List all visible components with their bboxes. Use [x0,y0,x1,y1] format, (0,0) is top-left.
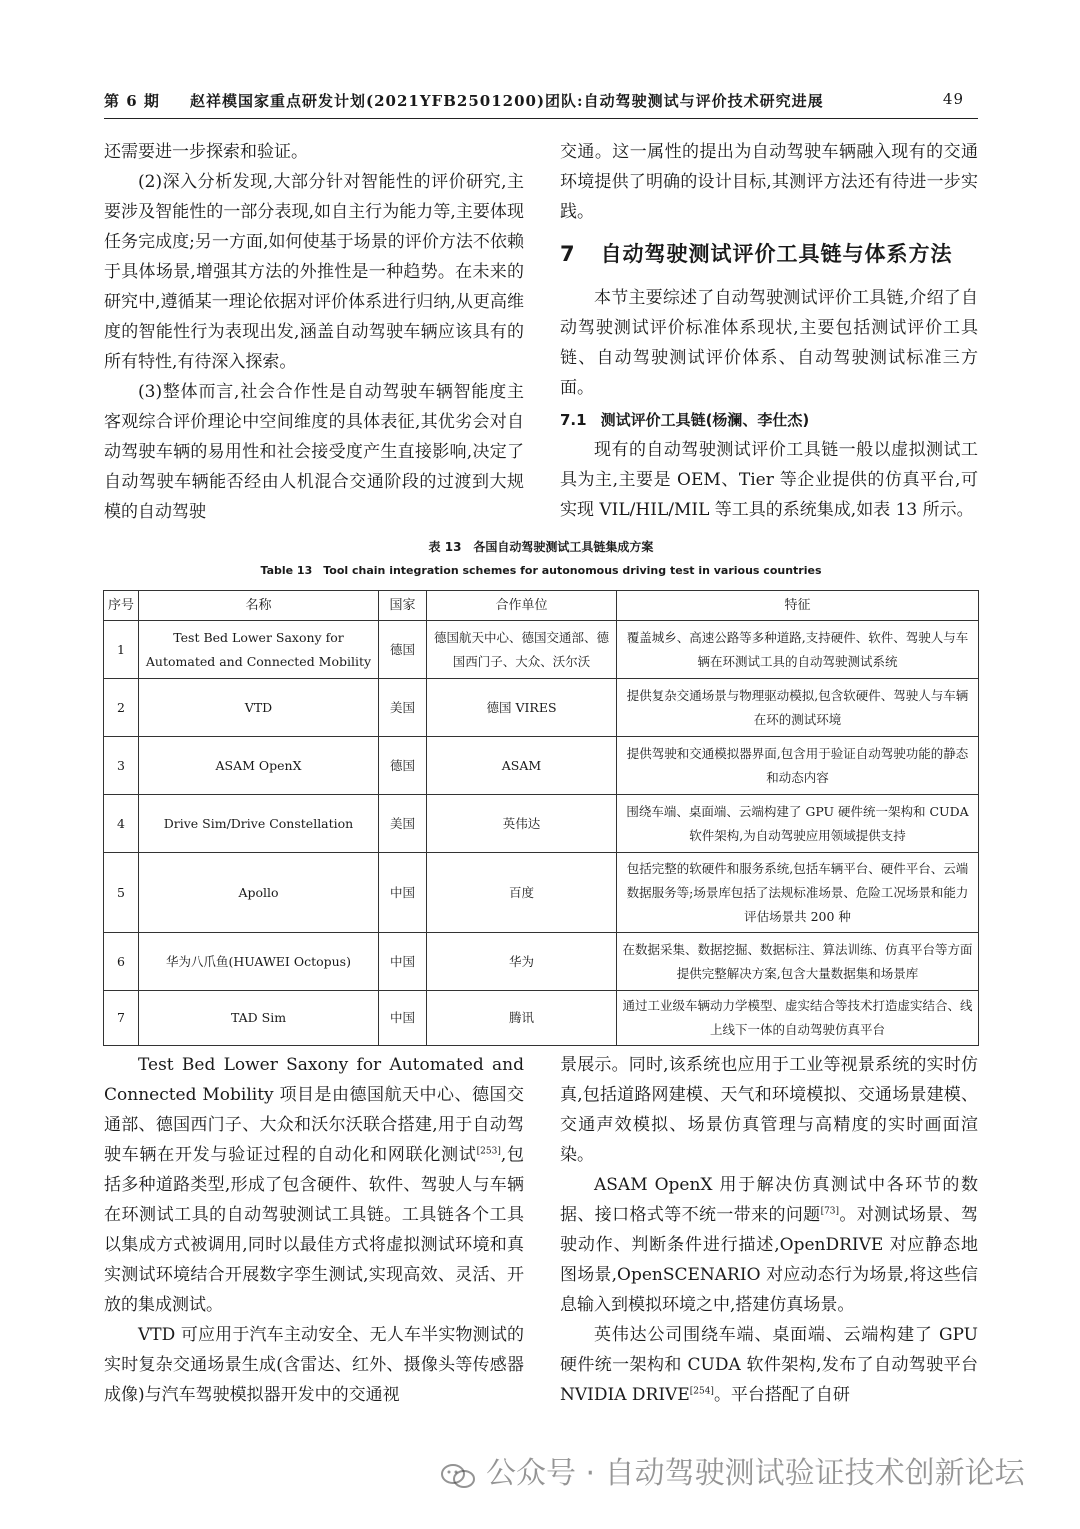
table-cell: 中国 [379,933,427,991]
subsection-heading [560,405,978,435]
text-run: ASAM OpenX 用于解决仿真测试中各环节的数据、接口格式等不统一带来的问题 [560,1175,978,1225]
text-run: 英伟达公司围绕车端、桌面端、云端构建了 GPU 硬件统一架构和 CUDA 软件架构,发布了自动驾驶平台 NVIDIA DRIVE [560,1325,978,1405]
section-title: 自动驾驶测试评价工具链与体系方法 [600,242,953,266]
table-row [104,621,979,679]
table-cell: 美国 [379,679,427,737]
table-cell: 百度 [427,853,617,933]
column-header: 合作单位 [427,591,617,621]
text-run: Test Bed Lower Saxony for Automated and Connected Mobility 项目是由德国航天中心、德国交通部、德国西门子、大众和沃尔沃联合搭建,用于自动驾驶车辆在开发与验证过程的自动化和网联化测试 [104,1055,524,1165]
paragraph: (2)深入分析发现,大部分针对智能性的评价研究,主要涉及智能性的一部分表现,如自主行为能力等,主要体现任务完成度;另一方面,如何使基于场景的评价方法不依赖于具体场景,增强其方法的外推性是一种趋势。在未来的研究中,遵循某一理论依据对评价体系进行归纳,从更高维度的智能性行为表现出发,涵盖自动驾驶车辆应该具有的所有特性,有待深入探索。 [104,172,524,372]
table-cell: 美国 [379,795,427,853]
table-cell: 2 [104,679,139,737]
citation: [73] [820,1206,840,1217]
table-cell: ASAM [427,737,617,795]
table-row [104,853,979,933]
issue-label: 第 6 期 [104,92,160,110]
column-header: 国家 [379,591,427,621]
table-cell: 英伟达 [427,795,617,853]
paragraph [560,1170,978,1320]
table-cell: 通过工业级车辆动力学模型、虚实结合等技术打造虚实结合、线上线下一体的自动驾驶仿真平台 [617,991,979,1046]
table-cell: 4 [104,795,139,853]
bottom-right-column [560,1050,978,1410]
paragraph: 现有的自动驾驶测试评价工具链一般以虚拟测试工具为主,主要是 OEM、Tier 等企业提供的仿真平台,可实现 VIL/HIL/MIL 等工具的系统集成,如表 13 所示。 [560,440,978,520]
paragraph [104,1050,524,1320]
table-caption-en: Table 13 Tool chain integration schemes for autonomous driving test in various countries [260,564,822,577]
table-cell: ASAM OpenX [139,737,379,795]
table-caption-cn: 表 13 各国自动驾驶测试工具链集成方案 [428,540,654,554]
section-number: 7 [560,242,576,266]
watermark [440,1448,1060,1508]
running-header [104,90,976,118]
table-cell: 华为八爪鱼(HUAWEI Octopus) [139,933,379,991]
paragraph [560,1320,978,1410]
running-title: 赵祥模国家重点研发计划(2021YFB2501200)团队:自动驾驶测试与评价技术研究进展 [190,92,824,110]
table-cell: VTD [139,679,379,737]
table-cell: 德国 [379,621,427,679]
table-cell: 在数据采集、数据挖掘、数据标注、算法训练、仿真平台等方面提供完整解决方案,包含大量数据集和场景库 [617,933,979,991]
table-cell: 德国 [379,737,427,795]
table-header-row [104,591,979,621]
paragraph: 本节主要综述了自动驾驶测试评价工具链,介绍了自动驾驶测试评价标准体系现状,主要包括测试评价工具链、自动驾驶测试评价体系、自动驾驶测试标准三方面。 [560,288,978,398]
table-cell: 腾讯 [427,991,617,1046]
table-cell: 提供复杂交通场景与物理驱动模拟,包含软硬件、驾驶人与车辆在环的测试环境 [617,679,979,737]
table-cell: Apollo [139,853,379,933]
column-header: 序号 [104,591,139,621]
subsection-title: 测试评价工具链(杨澜、李仕杰) [600,411,810,429]
table-cell: 中国 [379,853,427,933]
subsection-number: 7.1 [560,411,587,429]
section-heading [560,239,978,269]
page-number: 49 [942,90,964,108]
paragraph: VTD 可应用于汽车主动安全、无人车半实物测试的实时复杂交通场景生成(含雷达、红外、摄像头等传感器成像)与汽车驾驶模拟器开发中的交通视 [104,1325,524,1405]
table-row [104,933,979,991]
paragraph: 交通。这一属性的提出为自动驾驶车辆融入现有的交通环境提供了明确的设计目标,其测评方法还有待进一步实践。 [560,142,978,222]
text-run: 。对测试场景、驾驶动作、判断条件进行描述,OpenDRIVE 对应静态地图场景,OpenSCENARIO 对应动态行为场景,将这些信息输入到模拟环境之中,搭建仿真场景。 [560,1205,979,1315]
table-row [104,737,979,795]
table-cell: 围绕车端、桌面端、云端构建了 GPU 硬件统一架构和 CUDA 软件架构,为自动驾驶应用领域提供支持 [617,795,979,853]
table-cell: 中国 [379,991,427,1046]
citation: [253] [476,1146,501,1157]
citation: [254] [689,1386,714,1397]
bottom-left-column [104,1050,524,1410]
top-left-column [104,137,524,527]
table-cell: 7 [104,991,139,1046]
table-cell: TAD Sim [139,991,379,1046]
table-cell: 3 [104,737,139,795]
top-right-column [560,137,978,525]
table-cell: 6 [104,933,139,991]
table-cell: 德国 VIRES [427,679,617,737]
text-run: ,包括多种道路类型,形成了包含硬件、软件、驾驶人与车辆在环测试工具的自动驾驶测试工具链。工具链各个工具以集成方式被调用,同时以最佳方式将虚拟测试环境和真实测试环境结合开展数字孪生测试,实现高效、灵活、开放的集成测试。 [104,1145,525,1315]
column-header: 名称 [139,591,379,621]
table-cell: 5 [104,853,139,933]
paragraph: 景展示。同时,该系统也应用于工业等视景系统的实时仿真,包括道路网建模、天气和环境模拟、交通场景建模、交通声效模拟、场景仿真管理与高精度的实时画面渲染。 [560,1055,978,1165]
column-header: 特征 [617,591,979,621]
toolchain-table [103,590,979,1046]
table-cell: 1 [104,621,139,679]
table-cell: 德国航天中心、德国交通部、德国西门子、大众、沃尔沃 [427,621,617,679]
table-cell: 覆盖城乡、高速公路等多种道路,支持硬件、软件、驾驶人与车辆在环测试工具的自动驾驶测试系统 [617,621,979,679]
watermark-text: 公众号 · 自动驾驶测试验证技术创新论坛 [486,1456,1025,1491]
header-rule [104,118,978,119]
table-cell: Test Bed Lower Saxony for Automated and Connected Mobility [139,621,379,679]
table-cell: 提供驾驶和交通模拟器界面,包含用于验证自动驾驶功能的静态和动态内容 [617,737,979,795]
paragraph: (3)整体而言,社会合作性是自动驾驶车辆智能度主客观综合评价理论中空间维度的具体表征,其优劣会对自动驾驶车辆的易用性和社会接受度产生直接影响,决定了自动驾驶车辆能否经由人机混合交通阶段的过渡到大规模的自动驾驶 [104,382,524,522]
table-cell: 包括完整的软硬件和服务系统,包括车辆平台、硬件平台、云端数据服务等;场景库包括了法规标准场景、危险工况场景和能力评估场景共 200 种 [617,853,979,933]
table-row [104,795,979,853]
paragraph: 还需要进一步探索和验证。 [104,142,308,162]
text-run: 。平台搭配了自研 [713,1385,850,1405]
table-cell: 华为 [427,933,617,991]
wechat-icon [440,1462,476,1488]
table-row [104,991,979,1046]
table-cell: Drive Sim/Drive Constellation [139,795,379,853]
table-row [104,679,979,737]
